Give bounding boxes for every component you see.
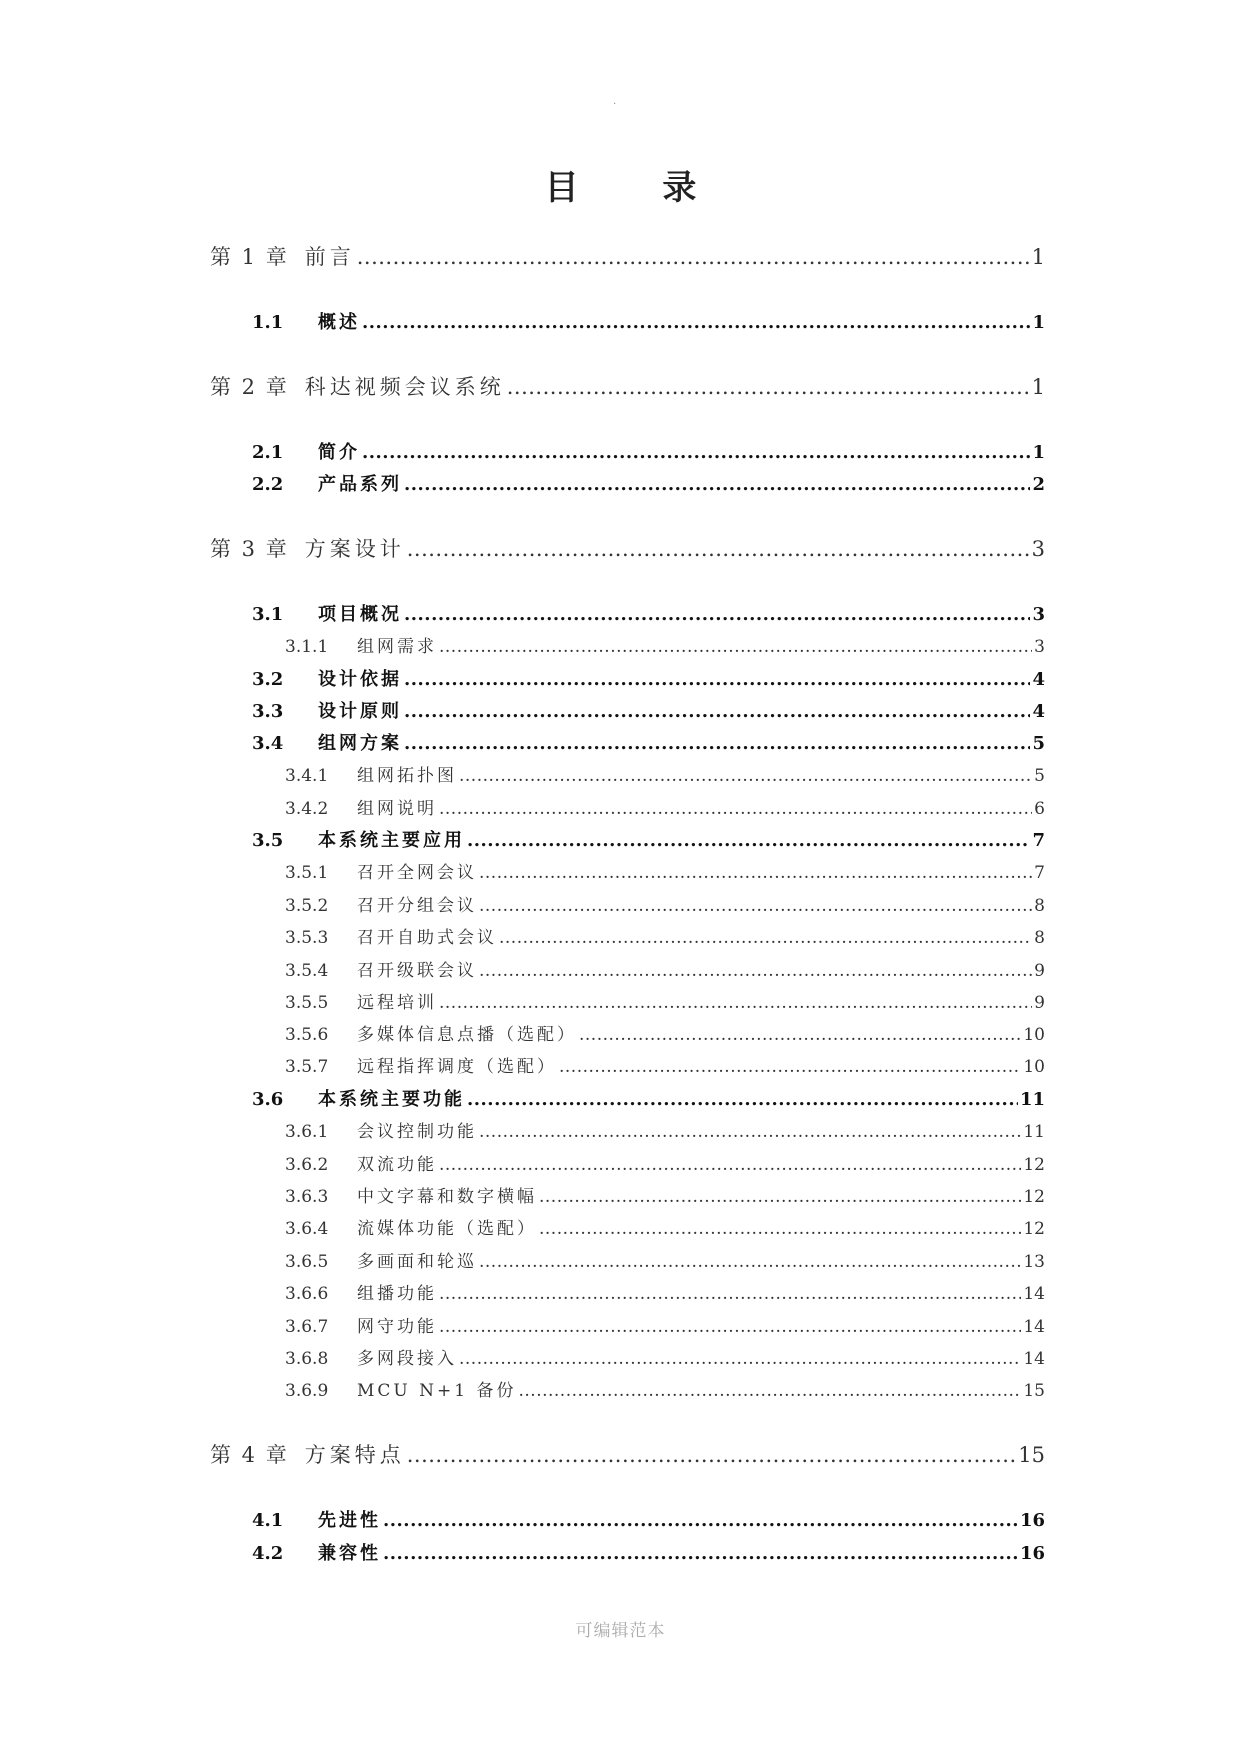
toc-dot-leader [439,637,1032,657]
toc-section-entry[interactable] [252,665,1045,691]
toc-entry-page: 4 [1032,669,1045,690]
toc-entry-label: 设计依据 [318,669,402,690]
toc-dot-leader [439,1317,1021,1337]
toc-dot-leader [539,1187,1021,1207]
toc-entry-number: 第 4 章 [210,1443,289,1467]
toc-entry-label: 科达视频会议系统 [304,375,505,399]
toc-entry-label: 方案设计 [304,537,405,561]
toc-dot-leader [539,1219,1021,1239]
toc-entry-label: 组网方案 [318,733,402,754]
toc-section-entry[interactable] [252,1539,1045,1565]
toc-entry-label: 本系统主要应用 [318,830,465,851]
toc-dot-leader [404,733,1030,754]
toc-entry-number: 3.5.7 [285,1057,329,1077]
toc-subsection-entry[interactable] [285,1052,1045,1077]
toc-entry-label: 召开自助式会议 [357,928,497,948]
toc-entry-page: 7 [1032,830,1045,851]
toc-subsection-entry[interactable] [285,956,1045,981]
toc-entry-label: 本系统主要功能 [318,1089,465,1110]
toc-subsection-entry[interactable] [285,1344,1045,1369]
toc-entry-number: 3.5.6 [285,1025,329,1045]
toc-entry-number: 3.4.1 [285,766,329,786]
toc-entry-number: 2.2 [252,474,284,495]
toc-section-entry[interactable] [252,438,1045,464]
toc-entry-page: 14 [1023,1349,1045,1369]
toc-entry-page: 9 [1034,961,1045,981]
toc-entry-label: 组播功能 [357,1284,437,1304]
toc-entry-page: 3 [1031,537,1045,561]
toc-section-entry[interactable] [252,600,1045,626]
toc-entry-label: 双流功能 [357,1155,437,1175]
toc-subsection-entry[interactable] [285,1150,1045,1175]
toc-subsection-entry[interactable] [285,632,1045,657]
toc-entry-page: 9 [1034,993,1045,1013]
toc-section-entry[interactable] [252,1506,1045,1532]
toc-subsection-entry[interactable] [285,761,1045,786]
toc-dot-leader [439,1284,1021,1304]
toc-chapter-entry[interactable] [210,371,1045,401]
toc-entry-page: 4 [1032,701,1045,722]
toc-dot-leader [459,766,1032,786]
toc-entry-label: 多媒体信息点播（选配） [357,1025,577,1045]
toc-dot-leader [383,1543,1018,1564]
toc-chapter-entry[interactable] [210,241,1045,271]
toc-entry-number: 3.1.1 [285,637,329,657]
toc-entry-page: 1 [1032,312,1045,333]
toc-entry-number: 3.6.3 [285,1187,329,1207]
toc-entry-label: 多画面和轮巡 [357,1252,477,1272]
toc-entry-label: 设计原则 [318,701,402,722]
toc-entry-number: 3.1 [252,604,284,625]
toc-entry-label: 概述 [318,312,360,333]
toc-entry-page: 14 [1023,1317,1045,1337]
toc-dot-leader [479,1122,1021,1142]
toc-entry-label: 中文字幕和数字横幅 [357,1187,537,1207]
toc-dot-leader [439,799,1032,819]
toc-entry-page: 1 [1031,375,1045,399]
toc-entry-page: 5 [1032,733,1045,754]
toc-entry-label: 简介 [318,442,360,463]
toc-entry-label: 组网拓扑图 [357,766,457,786]
toc-subsection-entry[interactable] [285,1279,1045,1304]
toc-entry-number: 4.1 [252,1510,284,1531]
toc-dot-leader [362,312,1030,333]
toc-section-entry[interactable] [252,470,1045,496]
toc-entry-label: 网守功能 [357,1317,437,1337]
toc-entry-page: 15 [1023,1381,1045,1401]
toc-entry-number: 3.5.2 [285,896,329,916]
toc-dot-leader [404,604,1030,625]
toc-dot-leader [404,701,1030,722]
toc-entry-number: 第 1 章 [210,245,289,269]
toc-dot-leader [439,993,1032,1013]
toc-entry-number: 3.6 [252,1089,284,1110]
toc-entry-number: 3.5 [252,830,284,851]
toc-dot-leader [404,669,1030,690]
toc-entry-page: 1 [1032,442,1045,463]
toc-section-entry[interactable] [252,729,1045,755]
toc-dot-leader [467,1089,1018,1110]
toc-entry-page: 16 [1019,1510,1045,1531]
toc-entry-page: 7 [1034,863,1045,883]
toc-dot-leader [467,830,1030,851]
toc-entry-number: 3.5.3 [285,928,329,948]
toc-entry-number: 1.1 [252,312,284,333]
toc-entry-label: 会议控制功能 [357,1122,477,1142]
toc-entry-number: 3.6.7 [285,1317,329,1337]
toc-entry-page: 8 [1034,896,1045,916]
toc-dot-leader [479,863,1032,883]
toc-subsection-entry[interactable] [285,1214,1045,1239]
toc-subsection-entry[interactable] [285,1376,1045,1401]
toc-dot-leader [499,928,1032,948]
toc-entry-number: 3.6.8 [285,1349,329,1369]
toc-dot-leader [357,245,1030,269]
toc-entry-label: 组网需求 [357,637,437,657]
page-title: 目 录 [544,168,733,208]
toc-section-entry[interactable] [252,826,1045,852]
toc-entry-page: 8 [1034,928,1045,948]
toc-entry-page: 15 [1018,1443,1045,1467]
toc-entry-page: 2 [1032,474,1045,495]
toc-dot-leader [479,1252,1021,1272]
toc-subsection-entry[interactable] [285,1117,1045,1142]
toc-entry-page: 12 [1023,1219,1045,1239]
toc-entry-page: 12 [1023,1187,1045,1207]
toc-entry-number: 3.2 [252,669,284,690]
toc-entry-number: 4.2 [252,1543,284,1564]
toc-entry-number: 3.6.9 [285,1381,329,1401]
toc-entry-number: 3.6.2 [285,1155,329,1175]
toc-dot-leader [439,1155,1021,1175]
toc-chapter-entry[interactable] [210,533,1045,563]
toc-entry-label: 先进性 [318,1510,381,1531]
toc-entry-number: 2.1 [252,442,284,463]
toc-entry-page: 1 [1031,245,1045,269]
toc-entry-number: 第 3 章 [210,537,289,561]
toc-section-entry[interactable] [252,308,1045,334]
toc-entry-page: 3 [1032,604,1045,625]
toc-dot-leader [459,1349,1021,1369]
toc-entry-number: 第 2 章 [210,375,289,399]
toc-dot-leader [518,1381,1021,1401]
toc-entry-number: 3.5.5 [285,993,329,1013]
toc-subsection-entry[interactable] [285,891,1045,916]
toc-entry-label: 多网段接入 [357,1349,457,1369]
toc-subsection-entry[interactable] [285,988,1045,1013]
toc-entry-label: 召开分组会议 [357,896,477,916]
toc-subsection-entry[interactable] [285,1247,1045,1272]
toc-entry-label: 方案特点 [304,1443,405,1467]
toc-chapter-entry[interactable] [210,1439,1045,1469]
toc-entry-label: 前言 [304,245,355,269]
toc-dot-leader [404,474,1030,495]
toc-entry-page: 10 [1023,1025,1045,1045]
toc-entry-label: MCU N+1 备份 [357,1381,517,1401]
toc-entry-page: 11 [1023,1122,1045,1142]
toc-dot-leader [507,375,1030,399]
toc-dot-leader [479,961,1032,981]
toc-entry-number: 3.4 [252,733,284,754]
toc-entry-page: 16 [1019,1543,1045,1564]
toc-entry-label: 项目概况 [318,604,402,625]
toc-entry-number: 3.4.2 [285,799,329,819]
toc-entry-page: 3 [1034,637,1045,657]
toc-subsection-entry[interactable] [285,858,1045,883]
toc-entry-number: 3.5.4 [285,961,329,981]
toc-subsection-entry[interactable] [285,923,1045,948]
toc-dot-leader [479,896,1032,916]
toc-entry-number: 3.6.1 [285,1122,329,1142]
toc-entry-label: 召开级联会议 [357,961,477,981]
toc-subsection-entry[interactable] [285,794,1045,819]
page-footer: 可编辑范本 [575,1621,666,1641]
toc-entry-page: 6 [1034,799,1045,819]
toc-entry-number: 3.6.5 [285,1252,329,1272]
toc-entry-label: 组网说明 [357,799,437,819]
toc-entry-label: 兼容性 [318,1543,381,1564]
toc-subsection-entry[interactable] [285,1312,1045,1337]
toc-section-entry[interactable] [252,697,1045,723]
toc-subsection-entry[interactable] [285,1020,1045,1045]
toc-entry-page: 5 [1034,766,1045,786]
toc-dot-leader [407,1443,1017,1467]
toc-entry-label: 远程培训 [357,993,437,1013]
header-mark: . [613,96,617,107]
toc-entry-label: 产品系列 [318,474,402,495]
toc-entry-label: 流媒体功能（选配） [357,1219,537,1239]
toc-dot-leader [579,1025,1021,1045]
toc-entry-label: 远程指挥调度（选配） [357,1057,557,1077]
toc-entry-number: 3.5.1 [285,863,329,883]
toc-entry-page: 11 [1019,1089,1045,1110]
toc-entry-number: 3.6.6 [285,1284,329,1304]
toc-entry-label: 召开全网会议 [357,863,477,883]
toc-dot-leader [383,1510,1018,1531]
toc-dot-leader [407,537,1030,561]
toc-entry-page: 10 [1023,1057,1045,1077]
toc-subsection-entry[interactable] [285,1182,1045,1207]
toc-dot-leader [559,1057,1021,1077]
toc-section-entry[interactable] [252,1085,1045,1111]
toc-entry-page: 12 [1023,1155,1045,1175]
toc-entry-number: 3.6.4 [285,1219,329,1239]
toc-entry-page: 14 [1023,1284,1045,1304]
toc-dot-leader [362,442,1030,463]
toc-entry-page: 13 [1023,1252,1045,1272]
toc-entry-number: 3.3 [252,701,284,722]
